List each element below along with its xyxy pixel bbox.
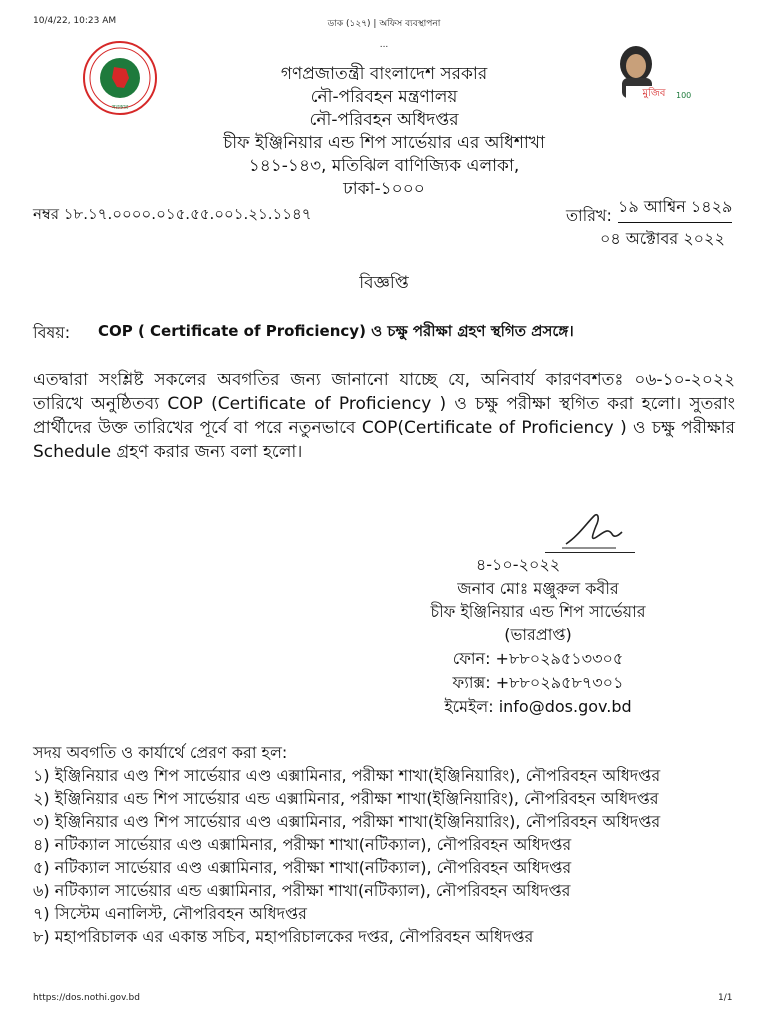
footer-url: https://dos.nothi.gov.bd (33, 993, 140, 1003)
reference-number: নম্বর ১৮.১৭.০০০০.০১৫.৫৫.০০১.২১.১১৪৭ (33, 205, 312, 223)
list-item: ১) ইঞ্জিনিয়ার এণ্ড শিপ সার্ভেয়ার এণ্ড এক্সামিনার, পরীক্ষা শাখা(ইঞ্জিনিয়ারিং), নৌপরিবহন অধিদপ্তর (33, 766, 661, 785)
list-item: ৩) ইঞ্জিনিয়ার এণ্ড শিপ সার্ভেয়ার এণ্ড এক্সামিনার, পরীক্ষা শাখা(ইঞ্জিনিয়ারিং), নৌপরিবহন অধিদপ্তর (33, 812, 661, 831)
letterhead-address: ১৪১-১৪৩, মতিঝিল বাণিজ্যিক এলাকা, (248, 156, 520, 176)
svg-text:মুজিব: মুজিব (642, 88, 666, 99)
letterhead-government: গণপ্রজাতন্ত্রী বাংলাদেশ সরকার (280, 64, 488, 84)
distribution-heading: সদয় অবগতি ও কার্যার্থে প্রেরণ করা হল: (33, 743, 288, 762)
signature-date: ৪-১০-২০২২ (475, 555, 561, 574)
list-item: ৫) নটিক্যাল সার্ভেয়ার এণ্ড এক্সামিনার, পরীক্ষা শাখা(নটিক্যাল), নৌপরিবহন অধিদপ্তর (33, 858, 572, 877)
contact-email: ইমেইল: info@dos.gov.bd (444, 697, 632, 716)
notice-body: এতদ্বারা সংশ্লিষ্ট সকলের অবগতির জন্য জানানো যাচ্ছে যে, অনিবার্য কারণবশতঃ ০৬-১০-২০২২ তারিখে অনুষ্ঠিতব্য COP (Certificate of Proficiency ) ও চক্ষু পরীক্ষা স্থগিত করা হলো। সুতরাং প্রার্থীদের উক্ত তারিখের পূর্বে বা পরে নতুনভাবে COP(Certificate of Proficiency ) ও চক্ষু পরীক্ষার Schedule গ্রহণ করার জন্য বলা হলো। (33, 370, 735, 462)
print-datetime: 10/4/22, 10:23 AM (33, 16, 117, 26)
notice-title: বিজ্ঞপ্তি (359, 273, 409, 293)
contact-fax: ফ্যাক্স: +৮৮০২৯৫৮৭৩০১ (452, 673, 624, 692)
signature-divider (545, 552, 635, 553)
date-label: তারিখ: (566, 206, 612, 225)
letterhead-ministry: নৌ-পরিবহন মন্ত্রণালয় (310, 87, 458, 107)
footer-page-number: 1/1 (718, 993, 733, 1003)
subject-label: বিষয়: (33, 323, 71, 342)
list-item: ৭) সিস্টেম এনালিস্ট, নৌপরিবহন অধিদপ্তর (33, 904, 307, 923)
svg-text:100: 100 (676, 91, 692, 100)
contact-phone: ফোন: +৮৮০২৯৫১৩৩০৫ (452, 649, 624, 668)
list-item: ৬) নটিক্যাল সার্ভেয়ার এন্ড এক্সামিনার, পরীক্ষা শাখা(নটিক্যাল), নৌপরিবহন অধিদপ্তর (33, 881, 571, 900)
list-item: ৪) নটিক্যাল সার্ভেয়ার এণ্ড এক্সামিনার, পরীক্ষা শাখা(নটিক্যাল), নৌপরিবহন অধিদপ্তর (33, 835, 572, 854)
ellipsis-text: ... (379, 40, 389, 50)
print-page-title: ডাক (১২৭) | অফিস ব্যবস্থাপনা (327, 19, 441, 29)
date-bangla: ১৯ আশ্বিন ১৪২৯ (618, 194, 732, 223)
signatory-designation: চীফ ইঞ্জিনিয়ার এন্ড শিপ সার্ভেয়ার (430, 602, 646, 621)
svg-text:সরকার: সরকার (111, 104, 129, 111)
list-item: ২) ইঞ্জিনিয়ার এন্ড শিপ সার্ভেয়ার এন্ড এক্সামিনার, পরীক্ষা শাখা(ইঞ্জিনিয়ারিং), নৌপরিবহন অধিদপ্তর (33, 789, 659, 808)
letterhead-branch: চীফ ইঞ্জিনিয়ার এন্ড শিপ সার্ভেয়ার এর অধিশাখা (223, 133, 545, 153)
list-item: ৮) মহাপরিচালক এর একান্ত সচিব, মহাপরিচালকের দপ্তর, নৌপরিবহন অধিদপ্তর (33, 927, 534, 946)
signature-icon (560, 506, 630, 552)
signatory-name: জনাব মোঃ মঞ্জুরুল কবীর (457, 579, 619, 598)
letterhead-city: ঢাকা-১০০০ (343, 179, 425, 199)
date-english: ০৪ অক্টোবর ২০২২ (600, 229, 725, 248)
subject-text: COP ( Certificate of Proficiency) ও চক্ষু পরীক্ষা গ্রহণ স্থগিত প্রসঙ্গে। (98, 322, 574, 340)
letterhead-department: নৌ-পরিবহন অধিদপ্তর (309, 110, 459, 130)
signatory-status: (ভারপ্রাপ্ত) (504, 625, 572, 644)
